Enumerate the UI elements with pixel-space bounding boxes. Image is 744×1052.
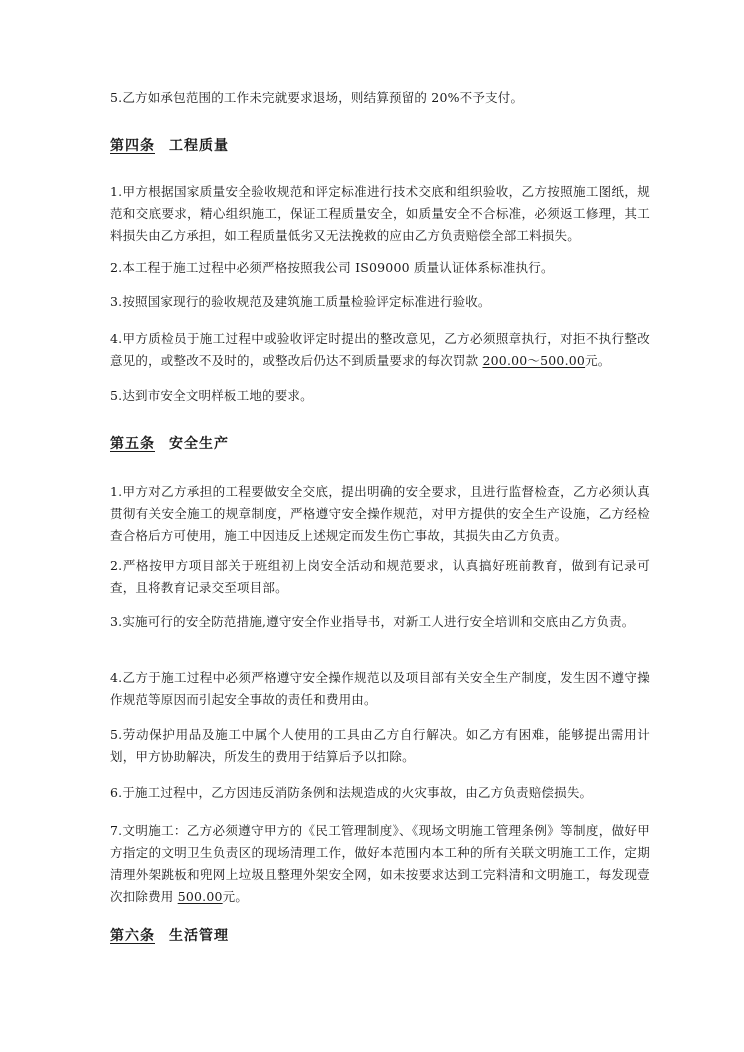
section-5-item-1: 1.甲方对乙方承担的工程要做安全交底，提出明确的安全要求，且进行监督检查，乙方必须认真贯彻有关安全施工的规章制度，严格遵守安全操作规范，对甲方提供的安全生产设施，乙方经检查合格后方可使用，施工中因违反上述规定而发生伤亡事故，其损失由乙方负责。 bbox=[110, 484, 650, 543]
fine-unit: 元。 bbox=[585, 353, 611, 368]
section-5-item-2: 2.严格按甲方项目部关于班组初上岗安全活动和规范要求，认真搞好班前教育，做到有记录可查，且将教育记录交至项目部。 bbox=[110, 558, 650, 595]
fee-amount: 500.00 bbox=[177, 889, 223, 904]
section-5-item-6: 6.于施工过程中，乙方因违反消防条例和法规造成的火灾事故，由乙方负责赔偿损失。 bbox=[110, 785, 593, 800]
section-4-item-3: 3.按照国家现行的验收规范及建筑施工质量检验评定标准进行验收。 bbox=[110, 294, 491, 309]
section-5-item-3: 3.实施可行的安全防范措施,遵守安全作业指导书，对新工人进行安全培训和交底由乙方负责。 bbox=[110, 614, 635, 629]
section-6-title: 生活管理 bbox=[169, 928, 229, 944]
section-4-item-4 bbox=[110, 328, 650, 372]
section-5-item-5: 5.劳动保护用品及施工中属个人使用的工具由乙方自行解决。如乙方有困难，能够提出需用计划，甲方协助解决，所发生的费用于结算后予以扣除。 bbox=[110, 727, 650, 764]
section-5-title: 安全生产 bbox=[169, 436, 229, 452]
section-4-item-2: 2.本工程于施工过程中必须严格按照我公司 IS09000 质量认证体系标准执行。 bbox=[110, 260, 554, 275]
fee-unit: 元。 bbox=[222, 889, 249, 904]
section-6-heading bbox=[110, 925, 229, 945]
section-5-item-7-text: 7.文明施工：乙方必须遵守甲方的《民工管理制度》、《现场文明施工管理条例》等制度，做好甲方指定的文明卫生负责区的现场清理工作，做好本范围内本工种的所有关联文明施工工作，定期清理外架跳板和兜网上垃圾且整理外架安全网，如未按要求达到工完料清和文明施工，每发现壹次扣除费用 bbox=[110, 823, 650, 904]
section-5-item-7 bbox=[110, 820, 650, 908]
section-4-title: 工程质量 bbox=[169, 138, 229, 154]
section-5-number: 第五条 bbox=[110, 436, 155, 452]
section-4-heading bbox=[110, 135, 229, 155]
section-4-number: 第四条 bbox=[110, 138, 155, 154]
fine-range: 200.00～500.00 bbox=[482, 353, 586, 368]
section-4-item-1: 1.甲方根据国家质量安全验收规范和评定标准进行技术交底和组织验收，乙方按照施工图纸，规范和交底要求，精心组织施工，保证工程质量安全，如质量安全不合标准，必须返工修理，其工料损失由乙方承担，如工程质量低劣又无法挽救的应由乙方负责赔偿全部工料损失。 bbox=[110, 184, 650, 243]
section-6-number: 第六条 bbox=[110, 928, 155, 944]
clause-3-item-5: 5.乙方如承包范围的工作未完就要求退场，则结算预留的 20%不予支付。 bbox=[110, 90, 524, 105]
section-5-item-4: 4.乙方于施工过程中必须严格遵守安全操作规范以及项目部有关安全生产制度，发生因不遵守操作规范等原因而引起安全事故的责任和费用由。 bbox=[110, 670, 650, 707]
section-4-item-4-text: 4.甲方质检员于施工过程中或验收评定时提出的整改意见，乙方必须照章执行，对拒不执行整改意见的，或整改不及时的，或整改后仍达不到质量要求的每次罚款 bbox=[110, 331, 650, 368]
section-4-item-5: 5.达到市安全文明样板工地的要求。 bbox=[110, 388, 313, 403]
section-5-heading bbox=[110, 433, 229, 453]
